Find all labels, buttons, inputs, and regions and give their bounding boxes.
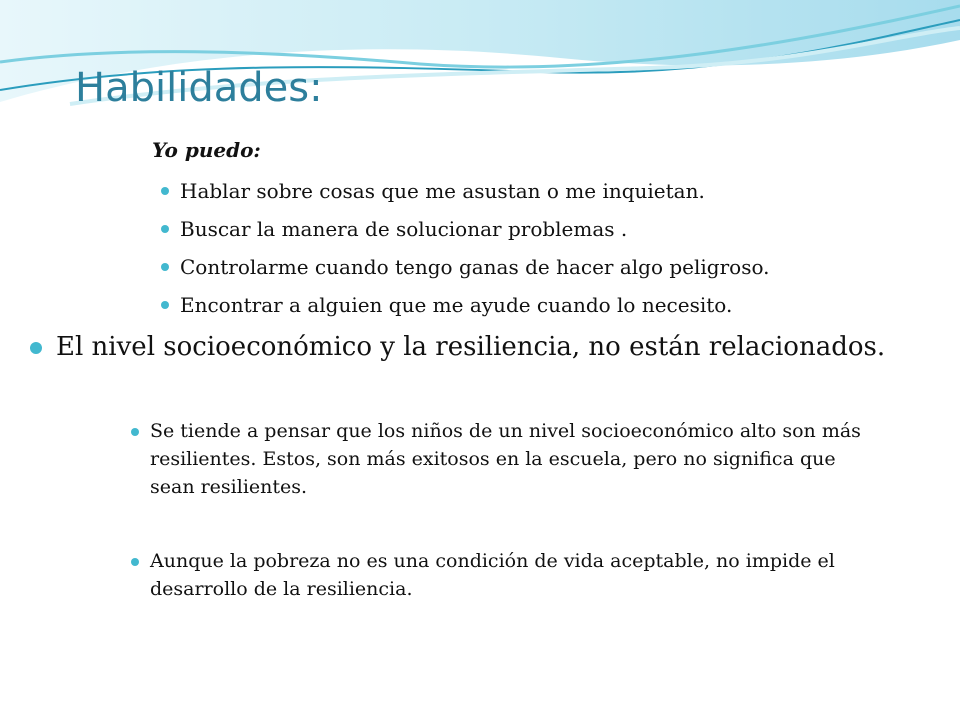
list-item-text: Se tiende a pensar que los niños de un nivel socioeconómico alto son más resilientes. Estos, son más exitosos en la escuela, pero no significa que sean resilientes. — [150, 420, 861, 498]
main-bullet — [30, 330, 930, 364]
list-item-text: Encontrar a alguien que me ayude cuando lo necesito. — [180, 293, 733, 317]
list-item — [160, 210, 770, 248]
list-item — [160, 172, 770, 210]
list-item — [160, 286, 770, 324]
main-bullet-text: El nivel socioeconómico y la resiliencia, no están relacionados. — [56, 332, 886, 362]
subheading: Yo puedo: — [152, 138, 261, 162]
bullet-icon — [161, 187, 169, 195]
bullet-icon — [161, 301, 169, 309]
bullet-icon — [131, 558, 139, 566]
list-item-text: Hablar sobre cosas que me asustan o me inquietan. — [180, 179, 705, 203]
bullet-icon — [161, 263, 169, 271]
list-item-text: Buscar la manera de solucionar problemas . — [180, 217, 628, 241]
bullet-icon — [161, 225, 169, 233]
list-item-text: Aunque la pobreza no es una condición de vida aceptable, no impide el desarrollo de la resiliencia. — [150, 550, 835, 600]
detail-list — [130, 417, 870, 603]
bullet-icon — [30, 342, 42, 354]
bullet-icon — [131, 428, 139, 436]
list-item — [130, 547, 870, 603]
list-item-text: Controlarme cuando tengo ganas de hacer algo peligroso. — [180, 255, 770, 279]
ability-list — [160, 172, 770, 324]
main-point — [30, 330, 930, 364]
list-item — [160, 248, 770, 286]
list-item — [130, 417, 870, 501]
slide-title: Habilidades: — [75, 65, 323, 111]
